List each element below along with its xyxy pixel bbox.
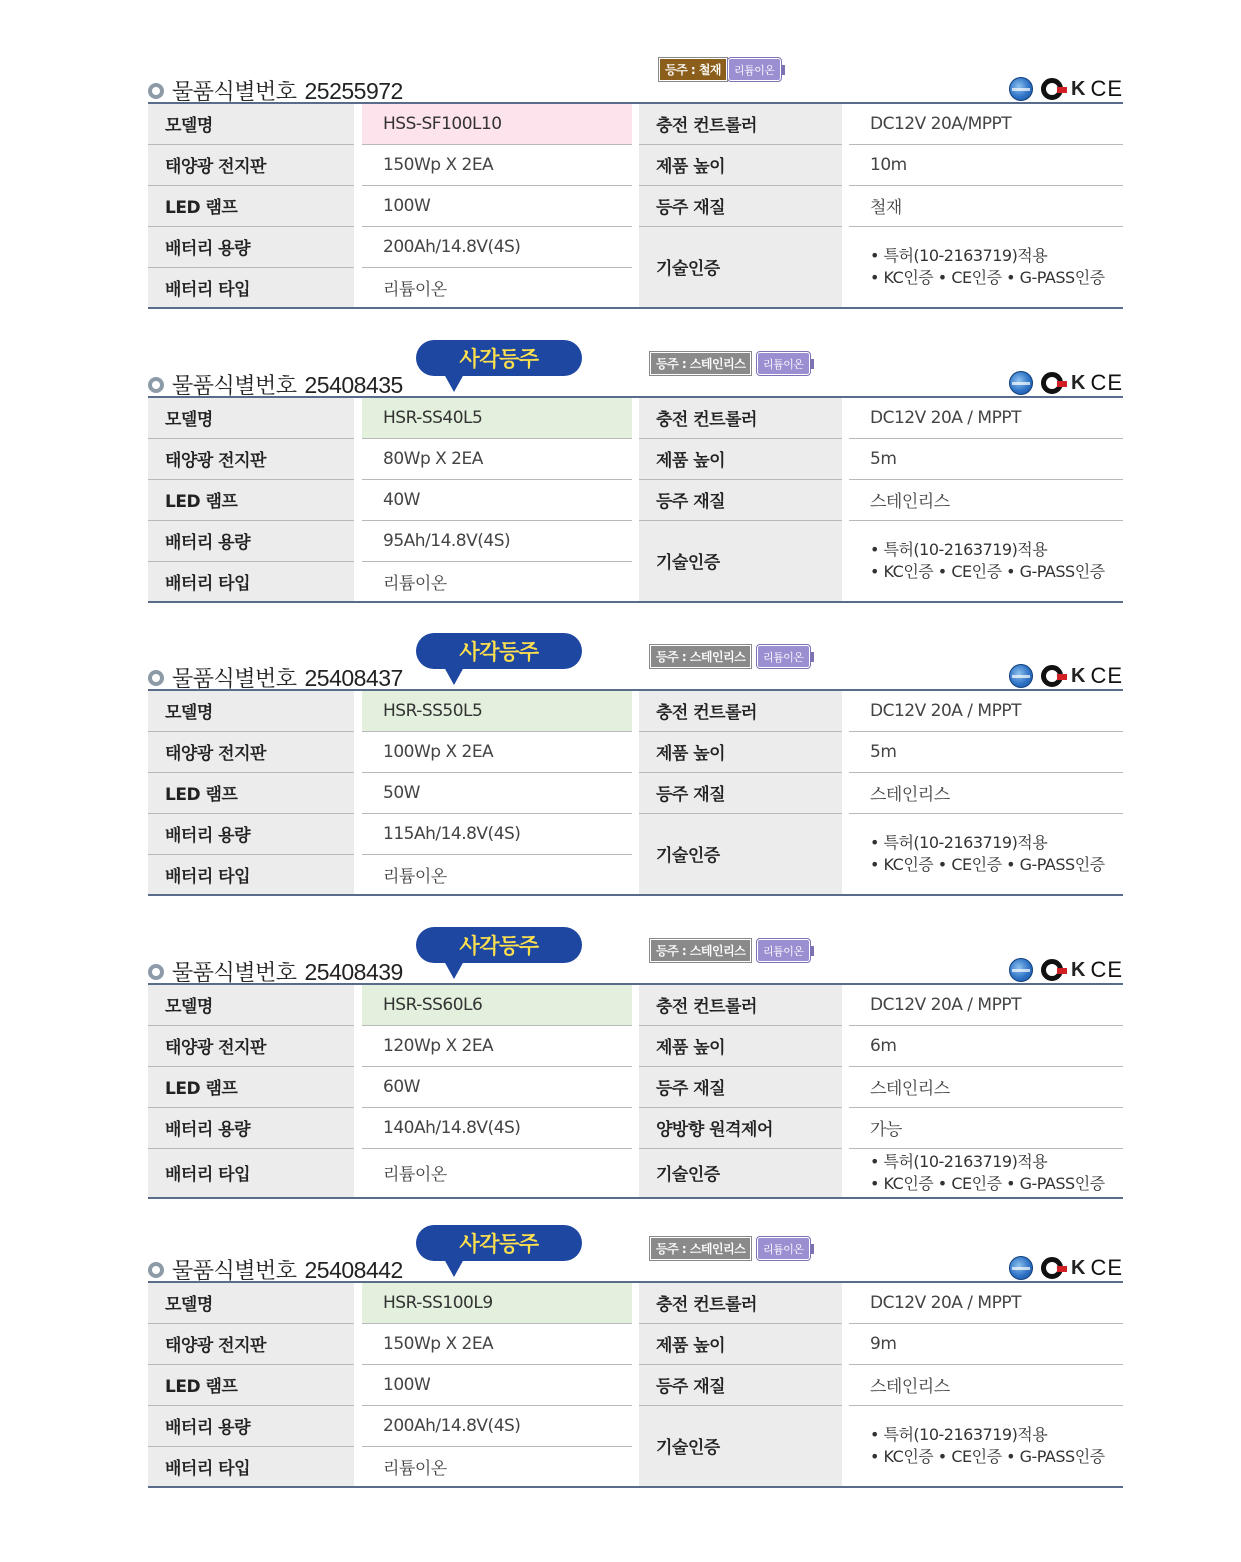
charge-controller-label: 충전 컨트롤러 <box>639 690 842 731</box>
battery-type-label: 배터리 타입 <box>148 561 354 602</box>
table-row <box>148 103 1123 144</box>
cert-line-patent: • 특허(10-2163719)적용 <box>870 245 1048 265</box>
solar-panel-value: 100Wp X 2EA <box>362 731 632 772</box>
product-id-title <box>172 662 403 693</box>
product-height-value: 6m <box>849 1025 1123 1066</box>
charge-controller-label: 충전 컨트롤러 <box>639 984 842 1025</box>
kc-mark-icon: K <box>1070 1256 1083 1279</box>
cert-line-patent: • 특허(10-2163719)적용 <box>870 1424 1048 1444</box>
cert-line-marks: • KC인증 • CE인증 • G-PASS인증 <box>870 854 1105 874</box>
charge-controller-value: DC12V 20A/MPPT <box>870 113 1012 134</box>
lithium-ion-battery-icon: 리튬이온 <box>757 939 810 962</box>
certification-label: 기술인증 <box>639 1405 842 1487</box>
model-value: HSS-SF100L10 <box>362 103 632 144</box>
solar-panel-label: 태양광 전지판 <box>148 438 354 479</box>
lithium-ion-battery-icon: 리튬이온 <box>728 58 781 81</box>
cert-line-patent: • 특허(10-2163719)적용 <box>870 832 1048 852</box>
product-height-label: 제품 높이 <box>639 1323 842 1364</box>
q-mark-icon <box>1041 1257 1063 1279</box>
battery-capacity-value: 115Ah/14.8V(4S) <box>362 813 632 854</box>
square-pole-bubble: 사각등주 <box>416 1225 582 1261</box>
battery-capacity-value: 200Ah/14.8V(4S) <box>362 1405 632 1446</box>
pole-material-tag: 등주 : 스테인리스 <box>650 1237 751 1260</box>
globe-cert-icon <box>1009 1256 1033 1280</box>
model-label: 모델명 <box>148 397 354 438</box>
model-label: 모델명 <box>148 1282 354 1323</box>
table-row <box>148 813 1123 854</box>
pole-material-label: 등주 재질 <box>639 1066 842 1107</box>
product-section-25255972 <box>148 58 1123 309</box>
solar-panel-label: 태양광 전지판 <box>148 1323 354 1364</box>
charge-controller-label: 충전 컨트롤러 <box>639 1282 842 1323</box>
battery-capacity-value: 95Ah/14.8V(4S) <box>362 520 632 561</box>
cert-line-patent: • 특허(10-2163719)적용 <box>870 1151 1048 1171</box>
spec-table <box>148 983 1123 1199</box>
product-height-value: 5m <box>849 731 1123 772</box>
pole-material-tag: 등주 : 스테인리스 <box>650 352 751 375</box>
pole-material-label: 등주 재질 <box>639 1364 842 1405</box>
q-mark-icon <box>1041 665 1063 687</box>
battery-capacity-value: 200Ah/14.8V(4S) <box>362 226 632 267</box>
item-id-label: 물품식별번호 <box>172 667 297 692</box>
pole-material-label: 등주 재질 <box>639 772 842 813</box>
battery-capacity-label: 배터리 용량 <box>148 520 354 561</box>
product-height-label: 제품 높이 <box>639 1025 842 1066</box>
led-lamp-value: 100W <box>362 185 632 226</box>
spec-table <box>148 689 1123 896</box>
table-row <box>148 438 1123 479</box>
table-row <box>148 1282 1123 1323</box>
pole-material-tag: 등주 : 철재 <box>659 58 727 81</box>
battery-type-label: 배터리 타입 <box>148 1148 354 1198</box>
model-value: HSR-SS60L6 <box>362 984 632 1025</box>
q-mark-icon <box>1041 372 1063 394</box>
pole-material-value: 스테인리스 <box>849 1066 1123 1107</box>
q-mark-icon <box>1041 78 1063 100</box>
ce-mark-icon: CE <box>1090 663 1123 688</box>
battery-type-value: 리튬이온 <box>362 1148 632 1198</box>
certification-label: 기술인증 <box>639 226 842 308</box>
spec-table <box>148 1281 1123 1488</box>
model-label: 모델명 <box>148 690 354 731</box>
globe-cert-icon <box>1009 77 1033 101</box>
ce-mark-icon: CE <box>1090 76 1123 101</box>
charge-controller-label: 충전 컨트롤러 <box>639 103 842 144</box>
item-id-label: 물품식별번호 <box>172 1259 297 1284</box>
charge-controller-value: DC12V 20A / MPPT <box>870 994 1021 1015</box>
model-value: HSR-SS40L5 <box>362 397 632 438</box>
product-height-value: 9m <box>849 1323 1123 1364</box>
cert-line-marks: • KC인증 • CE인증 • G-PASS인증 <box>870 1173 1105 1193</box>
product-section-25408439 <box>148 934 1123 1199</box>
table-row <box>148 520 1123 561</box>
certification-label: 기술인증 <box>639 1148 842 1198</box>
certification-value <box>849 226 1123 308</box>
led-lamp-value: 100W <box>362 1364 632 1405</box>
charge-controller-label: 충전 컨트롤러 <box>639 397 842 438</box>
pole-material-value: 철재 <box>849 185 1123 226</box>
square-pole-bubble: 사각등주 <box>416 633 582 669</box>
ce-mark-icon: CE <box>1090 957 1123 982</box>
kc-mark-icon: K <box>1070 77 1083 100</box>
pole-material-value: 스테인리스 <box>849 772 1123 813</box>
table-row <box>148 1066 1123 1107</box>
table-row <box>148 772 1123 813</box>
product-header <box>148 934 1123 986</box>
product-id-title <box>172 956 403 987</box>
table-row <box>148 1364 1123 1405</box>
product-header <box>148 58 1123 105</box>
cert-marks <box>1009 663 1123 689</box>
solar-panel-value: 150Wp X 2EA <box>362 1323 632 1364</box>
pole-material-label: 등주 재질 <box>639 185 842 226</box>
ce-mark-icon: CE <box>1090 1255 1123 1280</box>
battery-type-value: 리튬이온 <box>362 854 632 895</box>
bullet-icon <box>148 964 164 980</box>
table-row <box>148 397 1123 438</box>
table-row <box>148 226 1123 267</box>
pole-material-value: 스테인리스 <box>849 479 1123 520</box>
product-section-25408442 <box>148 1232 1123 1488</box>
table-row <box>148 144 1123 185</box>
item-id-label: 물품식별번호 <box>172 961 297 986</box>
product-section-25408437 <box>148 640 1123 896</box>
pole-material-tag: 등주 : 스테인리스 <box>650 645 751 668</box>
table-row <box>148 185 1123 226</box>
square-pole-bubble: 사각등주 <box>416 340 582 376</box>
battery-type-label: 배터리 타입 <box>148 267 354 308</box>
model-value: HSR-SS100L9 <box>362 1282 632 1323</box>
battery-type-label: 배터리 타입 <box>148 854 354 895</box>
table-row <box>148 731 1123 772</box>
bullet-icon <box>148 83 164 99</box>
certification-value <box>849 520 1123 602</box>
charge-controller-value: DC12V 20A / MPPT <box>870 1292 1021 1313</box>
lithium-ion-battery-icon: 리튬이온 <box>757 352 810 375</box>
product-section-25408435 <box>148 347 1123 603</box>
kc-mark-icon: K <box>1070 958 1083 981</box>
product-height-value: 10m <box>849 144 1123 185</box>
bullet-icon <box>148 1262 164 1278</box>
ce-mark-icon: CE <box>1090 370 1123 395</box>
item-id-number: 25408442 <box>304 1257 403 1283</box>
certification-label: 기술인증 <box>639 520 842 602</box>
led-lamp-value: 50W <box>362 772 632 813</box>
solar-panel-label: 태양광 전지판 <box>148 144 354 185</box>
product-header <box>148 347 1123 399</box>
model-label: 모델명 <box>148 103 354 144</box>
solar-panel-value: 80Wp X 2EA <box>362 438 632 479</box>
globe-cert-icon <box>1009 664 1033 688</box>
table-row <box>148 984 1123 1025</box>
table-row <box>148 1107 1123 1148</box>
battery-capacity-label: 배터리 용량 <box>148 1405 354 1446</box>
cert-marks <box>1009 957 1123 983</box>
battery-capacity-label: 배터리 용량 <box>148 1107 354 1148</box>
pole-material-value: 스테인리스 <box>849 1364 1123 1405</box>
led-lamp-value: 40W <box>362 479 632 520</box>
cert-marks <box>1009 370 1123 396</box>
product-id-title <box>172 369 403 400</box>
battery-capacity-label: 배터리 용량 <box>148 226 354 267</box>
table-row <box>148 479 1123 520</box>
item-id-number: 25408439 <box>304 959 403 985</box>
product-height-label: 제품 높이 <box>639 731 842 772</box>
item-id-number: 25408435 <box>304 372 403 398</box>
bullet-icon <box>148 670 164 686</box>
table-row <box>148 690 1123 731</box>
cert-line-marks: • KC인증 • CE인증 • G-PASS인증 <box>870 267 1105 287</box>
led-lamp-label: LED 램프 <box>148 1066 354 1107</box>
pole-material-tag: 등주 : 스테인리스 <box>650 939 751 962</box>
table-row <box>148 1025 1123 1066</box>
item-id-label: 물품식별번호 <box>172 374 297 399</box>
item-id-number: 25255972 <box>304 78 403 104</box>
certification-value <box>849 1148 1123 1198</box>
solar-panel-value: 150Wp X 2EA <box>362 144 632 185</box>
battery-capacity-value: 140Ah/14.8V(4S) <box>362 1107 632 1148</box>
product-id-title <box>172 75 403 106</box>
product-height-value: 5m <box>849 438 1123 479</box>
remote-control-value: 가능 <box>849 1107 1123 1148</box>
item-id-number: 25408437 <box>304 665 403 691</box>
table-row <box>148 1405 1123 1446</box>
battery-type-label: 배터리 타입 <box>148 1446 354 1487</box>
cert-line-marks: • KC인증 • CE인증 • G-PASS인증 <box>870 561 1105 581</box>
led-lamp-label: LED 램프 <box>148 772 354 813</box>
model-label: 모델명 <box>148 984 354 1025</box>
certification-value <box>849 813 1123 895</box>
kc-mark-icon: K <box>1070 371 1083 394</box>
lithium-ion-battery-icon: 리튬이온 <box>757 645 810 668</box>
kc-mark-icon: K <box>1070 664 1083 687</box>
certification-label: 기술인증 <box>639 813 842 895</box>
battery-type-value: 리튬이온 <box>362 1446 632 1487</box>
led-lamp-label: LED 램프 <box>148 185 354 226</box>
certification-value <box>849 1405 1123 1487</box>
solar-panel-value: 120Wp X 2EA <box>362 1025 632 1066</box>
cert-line-marks: • KC인증 • CE인증 • G-PASS인증 <box>870 1446 1105 1466</box>
led-lamp-label: LED 램프 <box>148 1364 354 1405</box>
product-id-title <box>172 1254 403 1285</box>
table-row <box>148 1323 1123 1364</box>
product-header <box>148 640 1123 692</box>
battery-capacity-label: 배터리 용량 <box>148 813 354 854</box>
product-height-label: 제품 높이 <box>639 144 842 185</box>
cert-line-patent: • 특허(10-2163719)적용 <box>870 539 1048 559</box>
spec-table <box>148 396 1123 603</box>
bullet-icon <box>148 377 164 393</box>
lithium-ion-battery-icon: 리튬이온 <box>757 1237 810 1260</box>
table-row <box>148 1148 1123 1198</box>
globe-cert-icon <box>1009 958 1033 982</box>
product-height-label: 제품 높이 <box>639 438 842 479</box>
battery-type-value: 리튬이온 <box>362 561 632 602</box>
q-mark-icon <box>1041 959 1063 981</box>
cert-marks <box>1009 76 1123 102</box>
item-id-label: 물품식별번호 <box>172 80 297 105</box>
globe-cert-icon <box>1009 371 1033 395</box>
cert-marks <box>1009 1255 1123 1281</box>
charge-controller-value: DC12V 20A / MPPT <box>870 407 1021 428</box>
spec-table <box>148 102 1123 309</box>
pole-material-label: 등주 재질 <box>639 479 842 520</box>
solar-panel-label: 태양광 전지판 <box>148 731 354 772</box>
square-pole-bubble: 사각등주 <box>416 927 582 963</box>
product-header <box>148 1232 1123 1284</box>
led-lamp-label: LED 램프 <box>148 479 354 520</box>
battery-type-value: 리튬이온 <box>362 267 632 308</box>
led-lamp-value: 60W <box>362 1066 632 1107</box>
model-value: HSR-SS50L5 <box>362 690 632 731</box>
solar-panel-label: 태양광 전지판 <box>148 1025 354 1066</box>
remote-control-label: 양방향 원격제어 <box>639 1107 842 1148</box>
charge-controller-value: DC12V 20A / MPPT <box>870 700 1021 721</box>
